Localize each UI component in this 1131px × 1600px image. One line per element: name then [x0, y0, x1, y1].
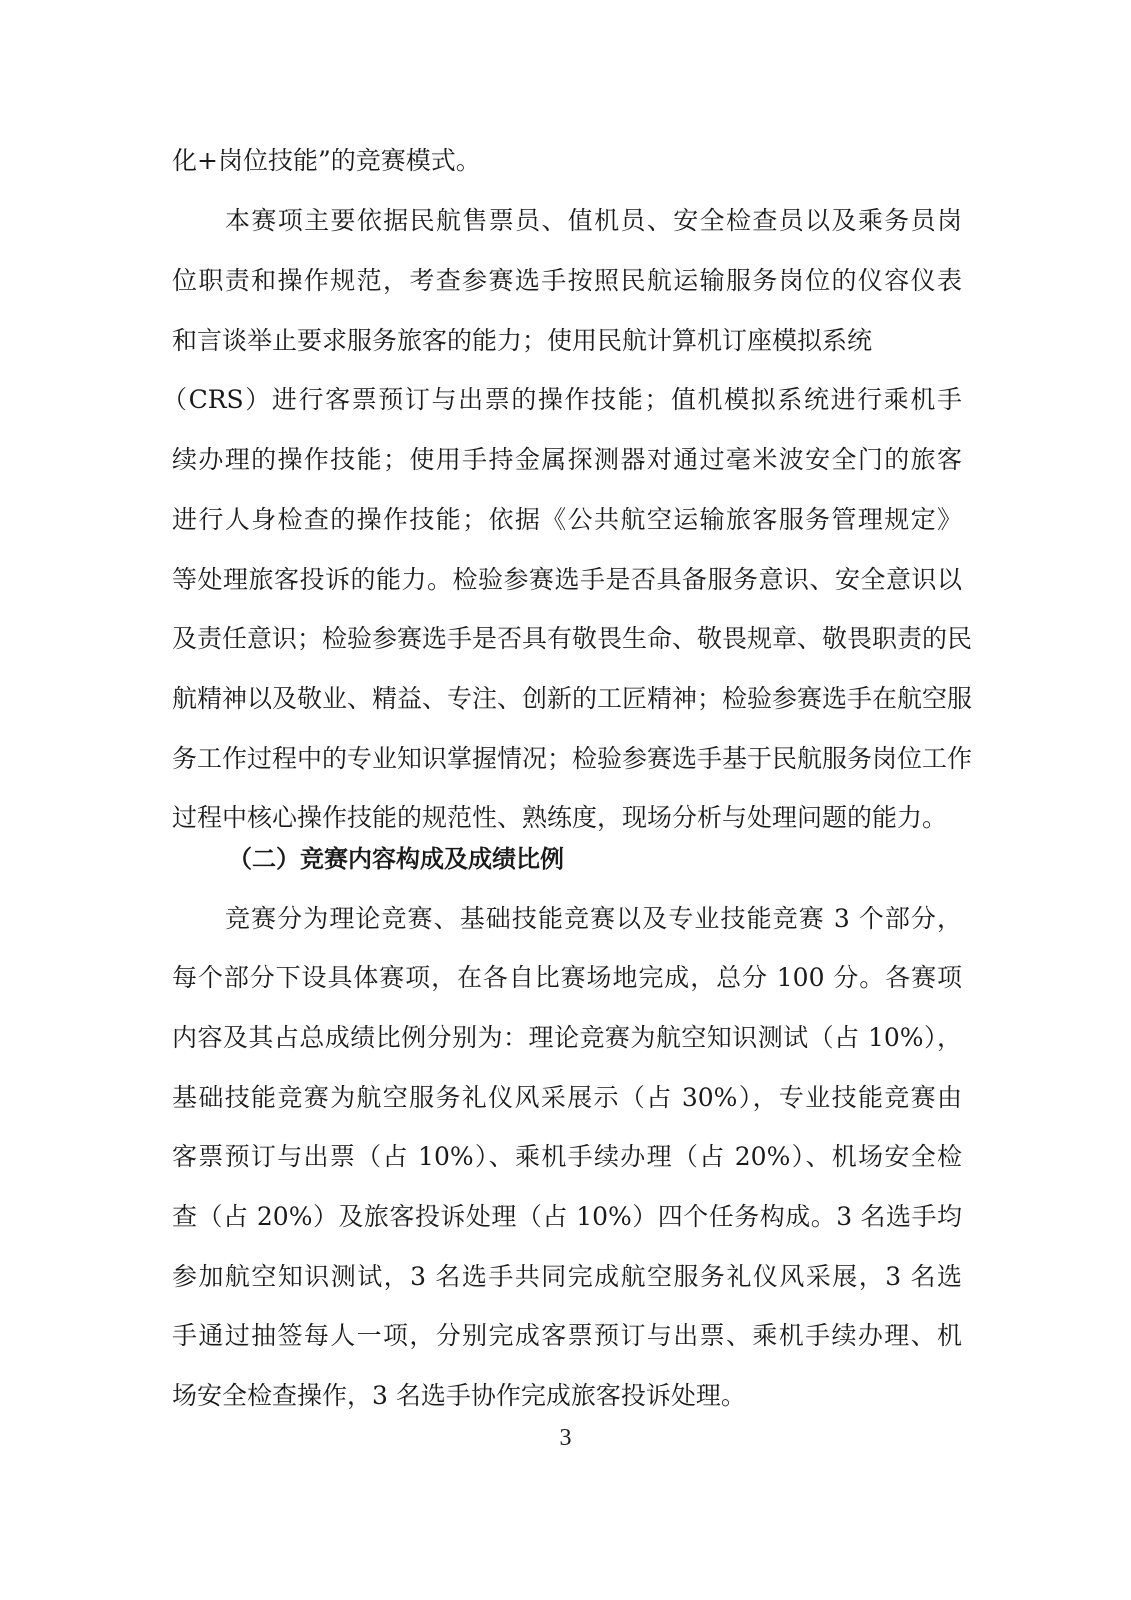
text-line: 查（占 20%）及旅客投诉处理（占 10%）四个任务构成。3 名选手均 — [172, 1202, 962, 1231]
text-line: 场安全检查操作，3 名选手协作完成旅客投诉处理。 — [172, 1381, 746, 1410]
text-line: 及责任意识；检验参赛选手是否具有敬畏生命、敬畏规章、敬畏职责的民 — [172, 624, 973, 653]
text-line: 本赛项主要依据民航售票员、值机员、安全检查员以及乘务员岗 — [225, 206, 962, 235]
text-line: 位职责和操作规范，考查参赛选手按照民航运输服务岗位的仪容仪表 — [172, 266, 962, 295]
text-line: 参加航空知识测试，3 名选手共同完成航空服务礼仪风采展，3 名选 — [172, 1262, 962, 1291]
text-line: 内容及其占总成绩比例分别为：理论竞赛为航空知识测试（占 10%）， — [172, 1023, 962, 1052]
text-line: （CRS）进行客票预订与出票的操作技能；值机模拟系统进行乘机手 — [162, 385, 962, 414]
text-line: 基础技能竞赛为航空服务礼仪风采展示（占 30%），专业技能竞赛由 — [172, 1083, 962, 1112]
text-line: 和言谈举止要求服务旅客的能力；使用民航计算机订座模拟系统 — [172, 326, 873, 355]
text-line: 化+岗位技能”的竞赛模式。 — [172, 146, 481, 175]
text-line: 等处理旅客投诉的能力。检验参赛选手是否具备服务意识、安全意识以 — [172, 565, 962, 594]
page-number: 3 — [559, 1425, 572, 1451]
text-line: 进行人身检查的操作技能；依据《公共航空运输旅客服务管理规定》 — [172, 505, 962, 534]
text-line: 务工作过程中的专业知识掌握情况；检验参赛选手基于民航服务岗位工作 — [172, 744, 973, 773]
text-line: 竞赛分为理论竞赛、基础技能竞赛以及专业技能竞赛 3 个部分， — [225, 904, 962, 933]
text-line: 手通过抽签每人一项，分别完成客票预订与出票、乘机手续办理、机 — [172, 1321, 962, 1350]
text-line: 过程中核心操作技能的规范性、熟练度，现场分析与处理问题的能力。 — [172, 803, 948, 832]
section-heading: （二）竞赛内容构成及成绩比例 — [228, 845, 564, 873]
text-line: 客票预订与出票（占 10%）、乘机手续办理（占 20%）、机场安全检 — [172, 1142, 962, 1171]
text-line: 续办理的操作技能；使用手持金属探测器对通过毫米波安全门的旅客 — [172, 445, 962, 474]
text-line: 航精神以及敬业、精益、专注、创新的工匠精神；检验参赛选手在航空服 — [172, 684, 973, 713]
text-line: 每个部分下设具体赛项，在各自比赛场地完成，总分 100 分。各赛项 — [172, 963, 962, 992]
